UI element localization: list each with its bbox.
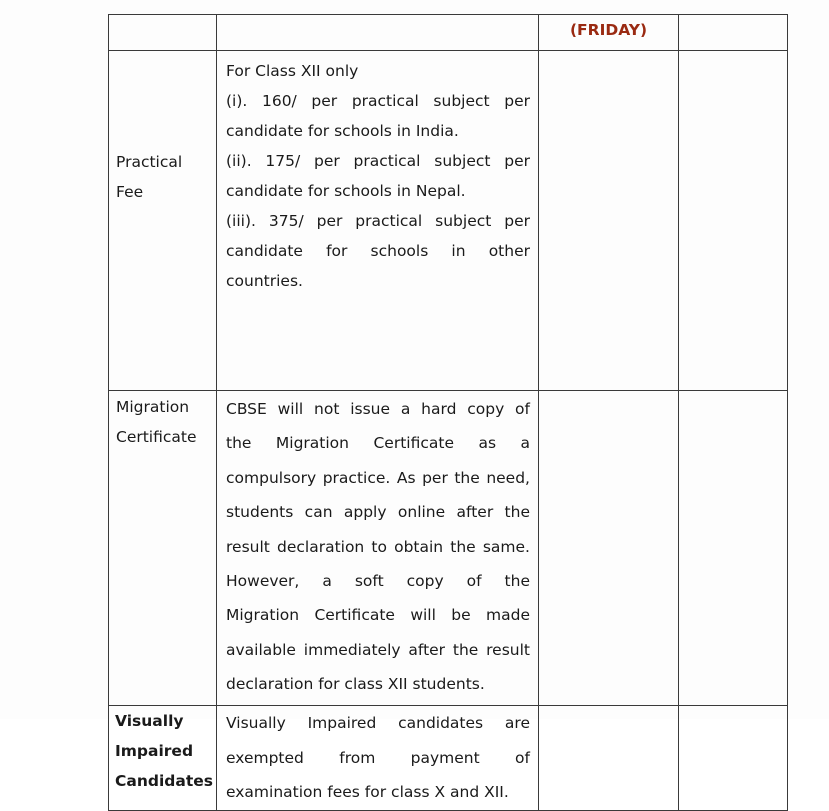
row-desc-practical-fee [217, 51, 539, 391]
label-line: Impaired [115, 742, 194, 760]
header-row [109, 15, 788, 51]
desc-line: compulsory practice. As per the need, [226, 468, 530, 487]
desc-line: For Class XII only [226, 62, 359, 80]
desc-line: the Migration Certificate as a [226, 434, 530, 453]
fee-schedule-table [108, 14, 788, 811]
row-label-visually-impaired [109, 706, 217, 811]
desc-line: Visually Impaired candidates are [226, 714, 530, 732]
row-label-practical-fee [109, 51, 217, 391]
desc-line: candidate for schools in Nepal. [226, 182, 466, 200]
desc-line: declaration for class XII students. [226, 675, 485, 694]
label-line: Migration [116, 398, 190, 416]
desc-line: candidate for schools in other [226, 242, 530, 260]
desc-line: available immediately after the result [226, 640, 530, 659]
header-cell-empty-4 [679, 15, 788, 51]
label-line: Visually [115, 712, 184, 730]
empty-cell [679, 391, 788, 706]
table-row-visually-impaired [109, 706, 788, 811]
table-row-practical-fee [109, 51, 788, 391]
desc-line: candidate for schools in India. [226, 122, 459, 140]
row-label-migration-certificate [109, 391, 217, 706]
label-line: Certificate [116, 428, 197, 446]
table-row-migration-certificate [109, 391, 788, 706]
desc-line: students can apply online after the [226, 503, 530, 522]
label-line: Practical [116, 153, 183, 171]
desc-line: result declaration to obtain the same. [226, 537, 530, 556]
row-desc-migration-certificate [217, 391, 539, 706]
desc-line: (ii). 175/ per practical subject per [226, 152, 530, 170]
desc-line: (i). 160/ per practical subject per [226, 92, 530, 110]
day-label: (FRIDAY) [539, 15, 679, 51]
row-desc-visually-impaired [217, 706, 539, 811]
empty-cell [679, 51, 788, 391]
desc-line: CBSE will not issue a hard copy of [226, 400, 530, 418]
desc-line: Migration Certificate will be made [226, 606, 530, 625]
empty-cell [539, 51, 679, 391]
empty-cell [679, 706, 788, 811]
desc-line: However, a soft copy of the [226, 572, 530, 591]
desc-line: (iii). 375/ per practical subject per [226, 212, 530, 230]
label-line: Fee [116, 183, 144, 201]
desc-line: exempted from payment of [226, 748, 530, 767]
empty-cell [539, 706, 679, 811]
label-line: Candidates [115, 772, 213, 790]
header-cell-empty-2 [217, 15, 539, 51]
desc-line: examination fees for class X and XII. [226, 783, 509, 801]
header-cell-empty-1 [109, 15, 217, 51]
desc-line: countries. [226, 272, 303, 290]
empty-cell [539, 391, 679, 706]
